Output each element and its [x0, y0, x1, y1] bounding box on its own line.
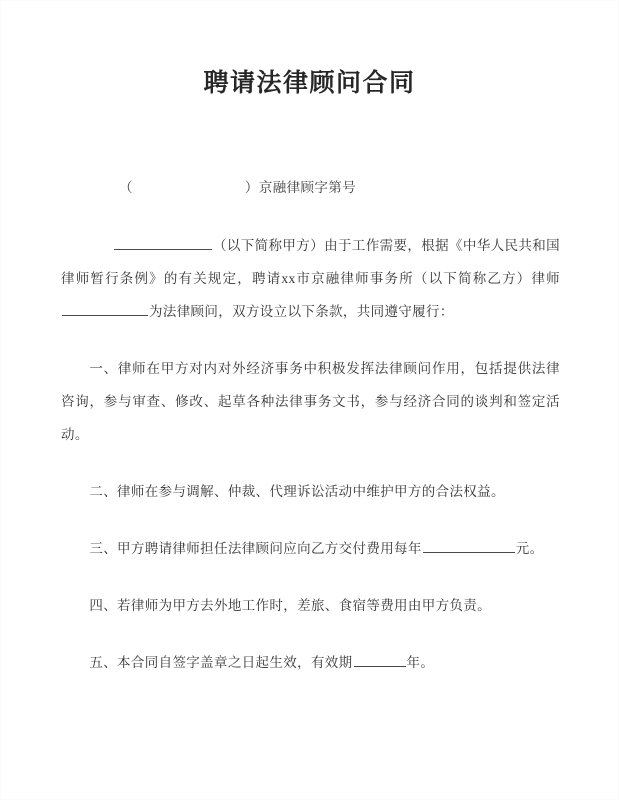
clause-4-number: 四、 — [89, 597, 118, 613]
clause-item-4 — [61, 565, 560, 622]
clause-2-number: 二、 — [89, 483, 118, 499]
document-body — [1, 99, 618, 679]
reference-label: 京融律顾字第号 — [258, 180, 357, 195]
intro-leading-space — [62, 237, 112, 250]
clause-3-text-before-blank: 甲方聘请律师担任法律顾问应向乙方交付费用每年 — [117, 540, 422, 556]
intro-paragraph — [61, 199, 560, 328]
clause-item-5 — [61, 622, 560, 679]
clause-1-text: 律师在甲方对内对外经济事务中积极发挥法律顾问作用，包括提供法律咨询，参与审查、修改、起草各种法律事务文书，参与经济合同的谈判和签定活动。 — [61, 360, 560, 442]
clause-3-number: 三、 — [89, 540, 118, 556]
clause-5-text-after-blank: 年。 — [406, 654, 435, 670]
reference-open-paren: （ — [119, 180, 133, 195]
clause-2-text: 律师在参与调解、仲裁、代理诉讼活动中维护甲方的合法权益。 — [117, 483, 505, 499]
reference-close-paren: ） — [244, 180, 259, 195]
clause-item-3 — [61, 508, 560, 565]
clause-item-2 — [61, 451, 560, 508]
clause-5-number: 五、 — [89, 654, 118, 670]
page-title: 聘请法律顾问合同 — [203, 69, 416, 97]
intro-text-segment-2: 为法律顾问，双方设立以下条款，共同遵守履行： — [149, 303, 454, 319]
party-a-name-blank[interactable] — [114, 236, 212, 250]
clause-4-text: 若律师为甲方去外地工作时，差旅、食宿等费用由甲方负责。 — [117, 597, 491, 613]
clause-1-number: 一、 — [89, 360, 118, 376]
annual-fee-blank[interactable] — [423, 539, 515, 553]
validity-period-blank[interactable] — [354, 653, 406, 667]
reference-number-line — [61, 99, 560, 199]
clause-5-text-before-blank: 本合同自签字盖章之日起生效，有效期 — [117, 654, 353, 670]
intro-text-segment-1: （以下简称甲方）由于工作需要，根据《中华人民共和国律师暂行条例》的有关规定，聘请xx市京融律师事务所（以下简称乙方）律师 — [61, 237, 560, 286]
clause-item-1 — [61, 328, 560, 451]
clause-3-text-after-blank: 元。 — [515, 540, 544, 556]
lawyer-name-blank[interactable] — [62, 302, 148, 316]
